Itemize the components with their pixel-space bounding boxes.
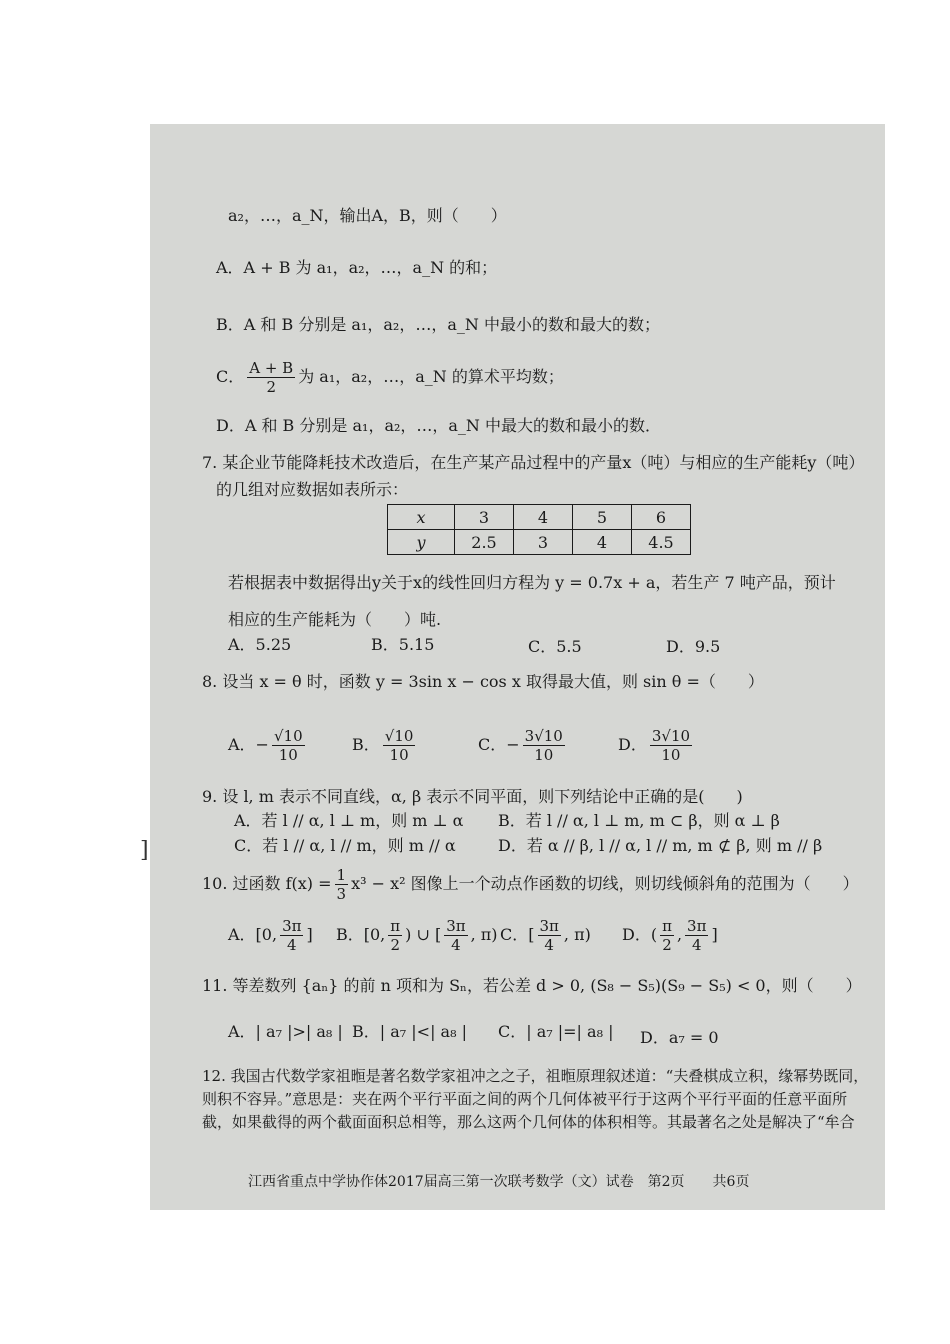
q9-option-c: C．若 l // α, l // m，则 m // α <box>234 836 456 855</box>
q8-option-d-fraction <box>650 727 692 764</box>
q7-data-table <box>387 504 691 555</box>
q10-stem <box>202 862 859 906</box>
q7-table-cell: 3 <box>455 505 514 530</box>
q7-table-cell: 4.5 <box>632 530 691 555</box>
q10-option-d-mid: , <box>676 925 683 944</box>
q8-option-b <box>352 724 418 766</box>
q11-stem: 11. 等差数列 {aₙ} 的前 n 项和为 Sₙ，若公差 d > 0, (S₈ − S₅)(S₉ − S₅) < 0，则（ ） <box>202 976 862 995</box>
q7-stem-line1: 7. 某企业节能降耗技术改造后，在生产某产品过程中的产量x（吨）与相应的生产能耗y（吨） <box>202 453 865 472</box>
q8-option-c-numerator: 3√10 <box>524 727 563 745</box>
q7-stem-line4: 相应的生产能耗为（ ）吨. <box>228 610 442 629</box>
q11-option-d: D．a₇ = 0 <box>640 1028 719 1047</box>
q10-option-a-close: ] <box>306 925 313 944</box>
q6-option-c-denominator: 2 <box>266 378 276 396</box>
q8-option-c <box>478 724 568 766</box>
q10-fraction-numerator: 3π <box>539 917 559 935</box>
q10-option-d-fraction-1 <box>660 917 674 954</box>
q10-fraction-numerator: π <box>662 917 672 935</box>
q8-option-a <box>228 724 308 766</box>
q10-fraction-denominator: 2 <box>390 936 400 954</box>
q7-option-a: A．5.25 <box>228 635 292 654</box>
q10-stem-prefix: 10. 过函数 f(x) = <box>202 874 332 893</box>
q9-stem: 9. 设 l, m 表示不同直线，α, β 表示不同平面，则下列结论中正确的是( ) <box>202 787 743 806</box>
q8-option-b-numerator: √10 <box>384 727 414 745</box>
q8-option-b-denominator: 10 <box>389 746 409 764</box>
q8-option-a-denominator: 10 <box>278 746 298 764</box>
q6-option-c-numerator: A + B <box>249 359 294 377</box>
q12-line1: 12. 我国古代数学家祖暅是著名数学家祖冲之之子，祖暅原理叙述道：“夫叠棋成立积，缘幂势既同， <box>202 1067 869 1085</box>
q10-fraction-denominator: 4 <box>451 936 461 954</box>
q10-fraction-numerator: 3π <box>687 917 707 935</box>
q6-option-c-text: 为 a₁，a₂，…，a_N 的算术平均数； <box>298 367 564 386</box>
q10-fraction-numerator: 3π <box>282 917 302 935</box>
q6-option-b: B．A 和 B 分别是 a₁，a₂，…，a_N 中最小的数和最大的数； <box>216 315 660 334</box>
q7-stem-line2: 的几组对应数据如表所示： <box>216 480 409 499</box>
q7-table-row-x <box>388 505 691 530</box>
q7-table-header-x: x <box>388 505 455 530</box>
q7-option-b: B．5.15 <box>371 635 435 654</box>
q6-option-c <box>216 358 564 396</box>
q10-stem-fraction <box>335 866 349 903</box>
q7-table-cell: 4 <box>514 505 573 530</box>
q8-option-b-label: B． <box>352 735 380 754</box>
q7-table-cell: 2.5 <box>455 530 514 555</box>
q7-table-header-y: y <box>388 530 455 555</box>
q10-stem-fraction-numerator: 1 <box>336 866 347 884</box>
q7-stem-line3: 若根据表中数据得出y关于x的线性回归方程为 y = 0.7x + a，若生产 7 吨产品，预计 <box>228 573 836 592</box>
margin-bracket: ] <box>140 838 149 863</box>
q10-fraction-denominator: 4 <box>691 936 702 954</box>
q8-option-a-fraction <box>272 727 305 764</box>
q6-option-c-fraction <box>247 359 295 396</box>
exam-page <box>150 124 885 1210</box>
q10-option-d-close: ] <box>711 925 718 944</box>
q10-option-b-close: , π) <box>470 925 498 944</box>
q10-option-b-mid: ) ∪ [ <box>405 925 442 944</box>
q10-option-b-label: B．[0, <box>336 925 386 944</box>
q8-option-a-numerator: √10 <box>273 727 303 745</box>
q10-fraction-numerator: π <box>390 917 401 935</box>
q7-table-cell: 5 <box>573 505 632 530</box>
q8-option-c-fraction <box>523 727 565 764</box>
q10-option-c <box>500 913 591 957</box>
q10-option-a-label: A．[0, <box>228 925 278 944</box>
q10-option-d <box>622 913 718 957</box>
q11-option-b: B．| a₇ |<| a₈ | <box>352 1022 467 1041</box>
q9-option-b: B．若 l // α, l ⊥ m, m ⊂ β，则 α ⊥ β <box>498 811 780 830</box>
q10-fraction-denominator: 2 <box>662 936 672 954</box>
q7-table-cell: 4 <box>573 530 632 555</box>
q10-fraction-numerator: 3π <box>446 917 466 935</box>
q10-option-b <box>336 913 498 957</box>
q10-option-c-close: , π) <box>563 925 591 944</box>
q10-stem-fraction-denominator: 3 <box>336 885 347 903</box>
q12-line3: 截，如果截得的两个截面面积总相等，那么这两个几何体的体积相等。其最著名之处是解决了“牟合 <box>202 1113 855 1131</box>
q11-option-c: C．| a₇ |=| a₈ | <box>498 1022 614 1041</box>
q7-option-d: D．9.5 <box>666 637 721 656</box>
q7-option-c: C．5.5 <box>528 637 582 656</box>
q6-option-c-label: C． <box>216 367 245 386</box>
q8-option-d-label: D． <box>618 735 647 754</box>
q6-stem-tail: a₂，…，a_N，输出A，B，则（ ） <box>228 206 507 225</box>
q10-option-a <box>228 913 313 957</box>
q10-stem-suffix: x³ − x² 图像上一个动点作函数的切线，则切线倾斜角的范围为（ ） <box>351 874 859 893</box>
q10-option-c-label: C．[ <box>500 925 535 944</box>
q10-option-d-label: D．( <box>622 925 658 944</box>
q10-option-b-fraction-1 <box>388 917 402 954</box>
q6-option-a: A．A + B 为 a₁，a₂，…，a_N 的和； <box>216 258 498 277</box>
q8-option-c-denominator: 10 <box>534 746 554 764</box>
q8-option-c-label: C．− <box>478 735 520 754</box>
q10-option-b-fraction-2 <box>444 917 467 954</box>
q8-option-b-fraction <box>383 727 416 764</box>
q7-table-row-y <box>388 530 691 555</box>
q8-option-a-label: A．− <box>228 735 269 754</box>
q10-option-a-fraction <box>280 917 303 954</box>
q7-table-cell: 3 <box>514 530 573 555</box>
q12-line2: 则积不容异。”意思是：夹在两个平行平面之间的两个几何体被平行于这两个平行平面的任意平面所 <box>202 1090 848 1108</box>
q7-table-cell: 6 <box>632 505 691 530</box>
q9-option-a: A．若 l // α, l ⊥ m，则 m ⊥ α <box>234 811 464 830</box>
q8-option-d-denominator: 10 <box>661 746 681 764</box>
q8-stem: 8. 设当 x = θ 时，函数 y = 3sin x − cos x 取得最大值，则 sin θ =（ ） <box>202 672 764 691</box>
q8-option-d <box>618 724 695 766</box>
q10-option-d-fraction-2 <box>685 917 708 954</box>
q6-option-d: D．A 和 B 分别是 a₁，a₂，…，a_N 中最大的数和最小的数． <box>216 416 662 435</box>
q10-option-c-fraction <box>538 917 561 954</box>
q10-fraction-denominator: 4 <box>544 936 554 954</box>
q10-fraction-denominator: 4 <box>287 936 297 954</box>
q8-option-d-numerator: 3√10 <box>651 727 691 745</box>
q9-option-d: D．若 α // β, l // α, l // m, m ⊄ β, 则 m // β <box>498 836 823 855</box>
q11-option-a: A．| a₇ |>| a₈ | <box>228 1022 343 1041</box>
page-footer: 江西省重点中学协作体2017届高三第一次联考数学（文）试卷 第2页 共6页 <box>248 1174 750 1190</box>
